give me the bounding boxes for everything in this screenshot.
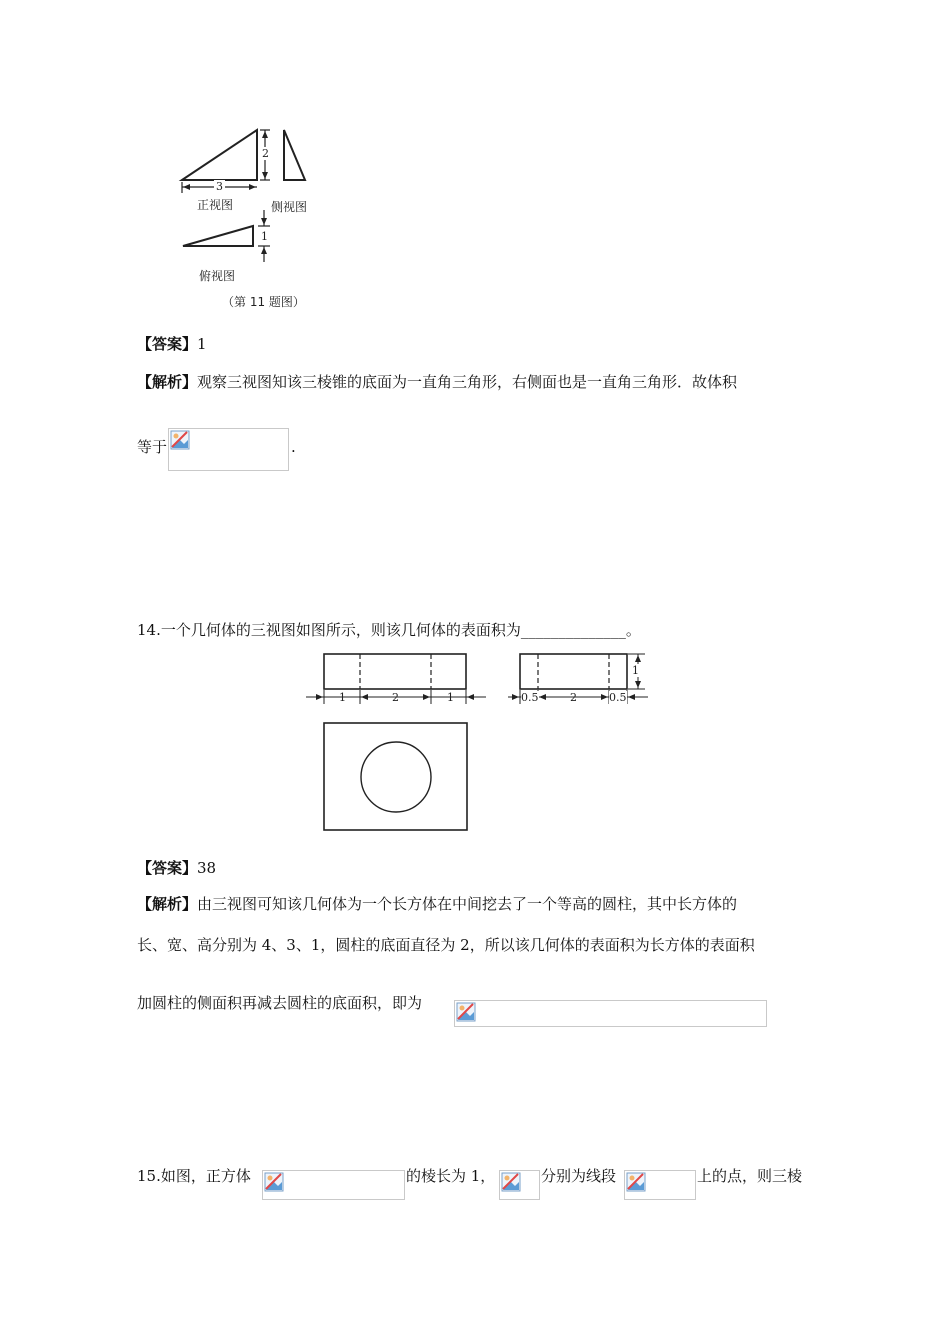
q14-analysis-line2: 长、宽、高分别为 4、3、1，圆柱的底面直径为 2，所以该几何体的表面积为长方体的表面积 bbox=[137, 936, 755, 954]
front-dim-middle: 2 bbox=[392, 691, 399, 704]
analysis-text: 观察三视图知该三棱锥的底面为一直角三角形，右侧面也是一直角三角形．故体积 bbox=[197, 373, 738, 391]
dim-label-1: 1 bbox=[261, 230, 268, 243]
answer-value: 1 bbox=[197, 335, 207, 353]
broken-image-icon bbox=[456, 1002, 478, 1024]
side-view-label: 侧视图 bbox=[271, 200, 308, 214]
front-view-label: 正视图 bbox=[197, 198, 234, 212]
front-dim-right: 1 bbox=[447, 691, 454, 704]
answer-tag: 【答案】 bbox=[137, 335, 198, 353]
broken-formula-image bbox=[454, 1000, 767, 1027]
side-dim-middle: 2 bbox=[570, 691, 577, 704]
top-view-circle bbox=[361, 742, 431, 812]
top-view-label: 俯视图 bbox=[199, 269, 236, 283]
analysis-suffix: . bbox=[291, 438, 296, 456]
q14-answer-line bbox=[137, 858, 216, 878]
broken-formula-image bbox=[499, 1170, 540, 1200]
q14-analysis-line3: 加圆柱的侧面积再减去圆柱的底面积，即为 bbox=[137, 994, 423, 1012]
q15-part4: 上的点，则三棱 bbox=[697, 1167, 803, 1185]
analysis-tag: 【解析】 bbox=[137, 373, 198, 391]
q14-question: 14.一个几何体的三视图如图所示，则该几何体的表面积为______________。 bbox=[137, 621, 641, 639]
broken-formula-image bbox=[624, 1170, 696, 1200]
figure-caption: （第 11 题图） bbox=[222, 295, 305, 309]
side-view-rect bbox=[520, 654, 627, 689]
side-dim-height: 1 bbox=[632, 664, 639, 677]
broken-image-icon bbox=[501, 1172, 523, 1194]
front-view-rect bbox=[324, 654, 466, 689]
dim-label-2: 2 bbox=[262, 147, 269, 160]
q15-part1: 15.如图，正方体 bbox=[137, 1167, 251, 1185]
analysis-text: 等于 bbox=[137, 438, 168, 456]
q15-part2: 的棱长为 1， bbox=[406, 1167, 496, 1185]
broken-image-icon bbox=[626, 1172, 648, 1194]
broken-formula-image bbox=[262, 1170, 405, 1200]
dim-label-3: 3 bbox=[216, 180, 223, 193]
side-dim-right: 0.5 bbox=[609, 691, 627, 704]
q14-analysis-line1 bbox=[137, 894, 737, 914]
side-dim-left: 0.5 bbox=[521, 691, 539, 704]
answer-tag: 【答案】 bbox=[137, 859, 198, 877]
front-dim-left: 1 bbox=[339, 691, 346, 704]
analysis-tag: 【解析】 bbox=[137, 895, 198, 913]
answer-value: 38 bbox=[197, 859, 217, 877]
broken-image-icon bbox=[264, 1172, 286, 1194]
q15-part3: 分别为线段 bbox=[541, 1167, 617, 1185]
top-view-rect bbox=[324, 723, 467, 830]
analysis-text: 由三视图可知该几何体为一个长方体在中间挖去了一个等高的圆柱，其中长方体的 bbox=[197, 895, 738, 913]
